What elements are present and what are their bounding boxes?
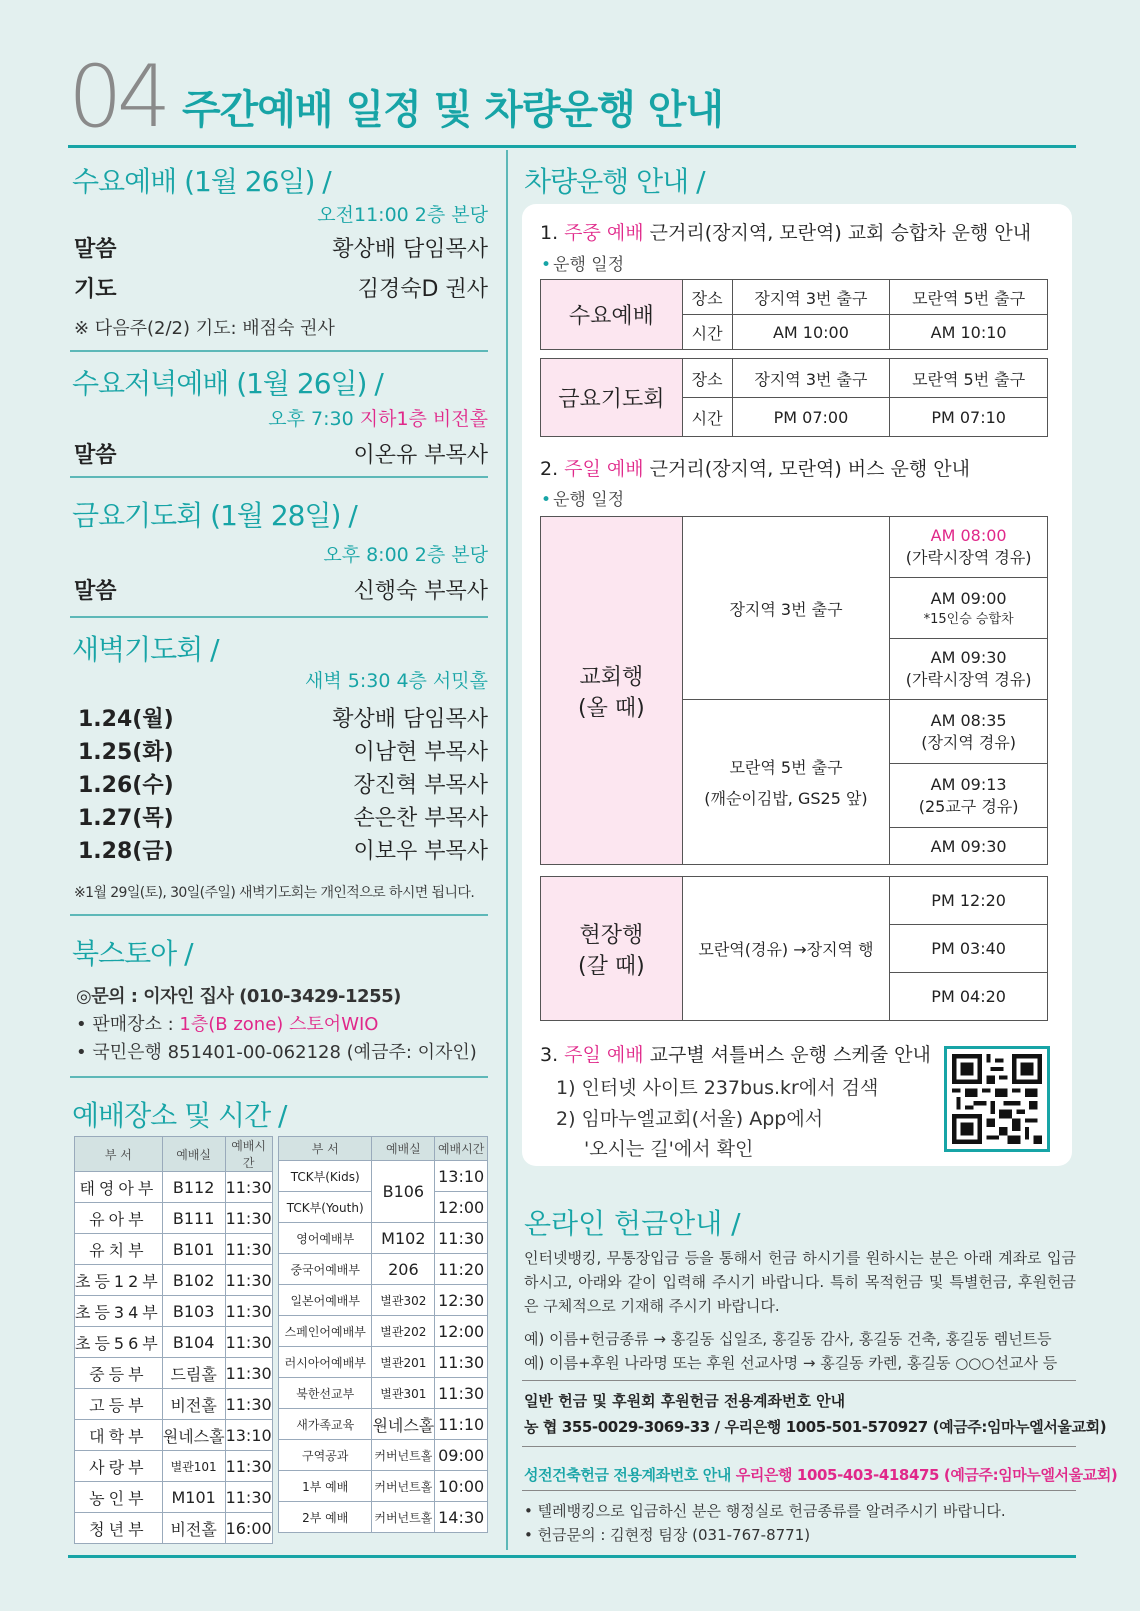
room-cell: B104 <box>162 1327 225 1358</box>
dept-cell: 북한선교부 <box>279 1378 372 1409</box>
worship-row <box>279 1161 488 1192</box>
wed-sermon-label: 말씀 <box>74 237 117 262</box>
room-cell: 커버넌트홀 <box>372 1440 435 1471</box>
dept-cell: 중국어예배부 <box>279 1254 372 1285</box>
room-cell: B101 <box>162 1234 225 1265</box>
time-2: PM 07:10 <box>890 398 1048 437</box>
time-cell: 13:10 <box>225 1420 272 1451</box>
worship-row <box>279 1409 488 1440</box>
col-header: 예배시간 <box>225 1137 272 1172</box>
worship-row <box>75 1358 273 1389</box>
go-time-note: (장지역 경유) <box>921 732 1017 752</box>
col-header: 예배실 <box>372 1137 435 1161</box>
go-time-cell <box>890 764 1048 828</box>
worship-row <box>279 1316 488 1347</box>
back-name <box>541 877 683 1021</box>
time-cell: 11:30 <box>435 1347 488 1378</box>
room-cell: 별관101 <box>162 1451 225 1482</box>
dept-cell: 사랑부 <box>75 1451 163 1482</box>
room-cell: B111 <box>162 1203 225 1234</box>
go-stop-2-name: 모란역 5번 출구 <box>729 758 843 777</box>
time-cell: 11:30 <box>225 1327 272 1358</box>
go-time-note: *15인승 승합차 <box>923 612 1014 627</box>
time-1: PM 07:00 <box>732 398 890 437</box>
room-cell: B112 <box>162 1172 225 1203</box>
dawn-title: 새벽기도회 / <box>72 633 219 666</box>
dept-cell: 유치부 <box>75 1234 163 1265</box>
time-cell: 16:00 <box>225 1513 272 1544</box>
worship-row <box>279 1254 488 1285</box>
dept-cell: 영어예배부 <box>279 1223 372 1254</box>
bottom-rule <box>68 1555 1076 1558</box>
go-time: AM 09:13 <box>930 774 1007 794</box>
time-cell: 11:30 <box>225 1358 272 1389</box>
vehicle-s1-heading <box>540 218 1031 245</box>
go-name <box>541 517 683 865</box>
worship-row <box>75 1513 273 1544</box>
dept-cell: TCK부(Youth) <box>279 1192 372 1223</box>
books-sale-place: 1층(B zone) 스토어WIO <box>179 1014 379 1035</box>
stop-2: 모란역 5번 출구 <box>890 280 1048 315</box>
separator <box>522 1380 1076 1381</box>
time-label: 시간 <box>682 398 732 437</box>
room-cell: 별관201 <box>372 1347 435 1378</box>
s1-rest: 근거리(장지역, 모란역) 교회 승합차 운행 안내 <box>643 222 1032 244</box>
page-title: 주간예배 일정 및 차량운행 안내 <box>182 87 724 133</box>
back-time: PM 04:20 <box>890 973 1048 1021</box>
s3-step: 2) 임마누엘교회(서울) App에서 <box>556 1108 824 1130</box>
online-contact: • 헌금문의 : 김현정 팀장 (031-767-8771) <box>524 1526 811 1544</box>
s3-step: 1) 인터넷 사이트 237bus.kr에서 검색 <box>556 1077 879 1099</box>
time-cell: 11:30 <box>225 1296 272 1327</box>
back-bus-table <box>540 876 1048 1021</box>
separator <box>522 1490 1076 1491</box>
go-name-1: 교회행 <box>579 664 644 690</box>
s1-sub: • 운행 일정 <box>541 250 624 275</box>
section-number: 04 <box>68 47 166 147</box>
worship-row <box>279 1378 488 1409</box>
go-time-cell <box>890 828 1048 865</box>
wed-vehicle-table <box>540 279 1048 350</box>
building-fund-line <box>524 1464 1117 1485</box>
time-cell: 12:30 <box>435 1285 488 1316</box>
col-header: 예배시간 <box>435 1137 488 1161</box>
stop-2: 모란역 5번 출구 <box>890 359 1048 398</box>
dept-cell: 구역공과 <box>279 1440 372 1471</box>
go-time: AM 09:30 <box>930 648 1007 667</box>
dawn-date: 1.25(화) <box>78 740 174 765</box>
dept-cell: 초등56부 <box>75 1327 163 1358</box>
room-cell: 비전홀 <box>162 1513 225 1544</box>
go-time-cell <box>890 517 1048 578</box>
go-time: AM 08:35 <box>930 710 1007 730</box>
room-cell: 별관302 <box>372 1285 435 1316</box>
time-cell: 12:00 <box>435 1316 488 1347</box>
time-cell: 13:10 <box>435 1161 488 1192</box>
wed-eve-label: 말씀 <box>74 443 117 468</box>
books-sale-prefix: • 판매장소 : <box>76 1014 180 1035</box>
room-cell: 드림홀 <box>162 1358 225 1389</box>
online-example: 예) 이름+후원 나라명 또는 후원 선교사명 → 홍길동 카렌, 홍길동 ○○○선교사 등 <box>524 1354 1058 1372</box>
books-sale-line <box>76 1010 378 1036</box>
s3-num: 3. <box>540 1044 565 1066</box>
col-header: 부 서 <box>279 1137 372 1161</box>
dawn-name: 손은찬 부목사 <box>353 806 488 831</box>
room-cell: B102 <box>162 1265 225 1296</box>
vehicle-title: 차량운행 안내 / <box>524 165 705 198</box>
time-cell: 14:30 <box>435 1502 488 1533</box>
dept-cell: 초등34부 <box>75 1296 163 1327</box>
stop-1: 장지역 3번 출구 <box>732 280 890 315</box>
worship-row <box>75 1234 273 1265</box>
time-cell: 11:30 <box>225 1265 272 1296</box>
s1-num: 1. <box>540 222 565 244</box>
books-bank: • 국민은행 851401-00-062128 (예금주: 이자인) <box>76 1042 477 1063</box>
online-note: • 텔레뱅킹으로 입금하신 분은 행정실로 헌금종류를 알려주시기 바랍니다. <box>524 1502 1006 1520</box>
worship-table-right <box>278 1136 488 1533</box>
building-fund-account: 우리은행 1005-403-418475 (예금주:임마누엘서울교회) <box>735 1466 1118 1484</box>
go-time-note: (가락시장역 경유) <box>905 670 1032 689</box>
wed-eve-time: 오후 7:30 <box>268 408 354 430</box>
room-cell: 206 <box>372 1254 435 1285</box>
time-cell: 11:30 <box>435 1378 488 1409</box>
go-time: AM 09:30 <box>930 836 1007 856</box>
worship-row <box>75 1327 273 1358</box>
dawn-date: 1.24(월) <box>78 707 174 732</box>
dept-cell: 중등부 <box>75 1358 163 1389</box>
go-name-2: (올 때) <box>578 695 645 721</box>
fri-title: 금요기도회 (1월 28일) / <box>72 499 357 532</box>
dawn-name: 장진혁 부목사 <box>353 773 488 798</box>
back-name-1: 현장행 <box>579 922 644 948</box>
time-cell: 11:20 <box>435 1254 488 1285</box>
worship-row <box>75 1451 273 1482</box>
go-stop-1: 장지역 3번 출구 <box>682 517 890 700</box>
wed-title: 수요예배 (1월 26일) / <box>72 165 331 198</box>
separator <box>70 914 488 916</box>
dawn-date: 1.27(목) <box>78 806 174 831</box>
s2-highlight: 주일 예배 <box>564 458 644 480</box>
room-cell: 커버넌트홀 <box>372 1502 435 1533</box>
wed-eve-place: 지하1층 비전홀 <box>359 408 488 430</box>
dawn-time: 새벽 5:30 4층 서밋홀 <box>305 670 488 692</box>
worship-row <box>75 1172 273 1203</box>
time-cell: 11:30 <box>225 1451 272 1482</box>
worship-row <box>279 1440 488 1471</box>
online-title: 온라인 헌금안내 / <box>524 1207 741 1240</box>
back-time: PM 03:40 <box>890 925 1048 973</box>
dawn-name: 이보우 부목사 <box>353 839 488 864</box>
dawn-note: ※1월 29일(토), 30일(주일) 새벽기도회는 개인적으로 하시면 됩니다. <box>74 885 475 901</box>
room-cell: B106 <box>372 1161 435 1223</box>
worship-row <box>279 1285 488 1316</box>
worship-row <box>279 1223 488 1254</box>
account-heading: 일반 헌금 및 후원회 후원헌금 전용계좌번호 안내 <box>524 1392 846 1410</box>
worship-row <box>279 1471 488 1502</box>
online-example: 예) 이름+헌금종류 → 홍길동 십일조, 홍길동 감사, 홍길동 건축, 홍길동 렘넌트등 <box>524 1330 1052 1348</box>
go-time-cell <box>890 639 1048 700</box>
room-cell: M102 <box>372 1223 435 1254</box>
dawn-date: 1.26(수) <box>78 773 174 798</box>
account-numbers: 농 협 355-0029-3069-33 / 우리은행 1005-501-570927 (예금주:임마누엘서울교회) <box>524 1418 1107 1436</box>
go-time-note: (25교구 경유) <box>918 796 1019 816</box>
stop-1: 장지역 3번 출구 <box>732 359 890 398</box>
separator <box>70 476 488 478</box>
fri-label: 말씀 <box>74 579 117 604</box>
worship-row <box>75 1420 273 1451</box>
worship-row <box>75 1296 273 1327</box>
dept-cell: 태영아부 <box>75 1172 163 1203</box>
wed-eve-value: 이온유 부목사 <box>353 443 488 468</box>
time-cell: 11:30 <box>225 1203 272 1234</box>
place-label: 장소 <box>682 280 732 315</box>
back-name-2: (갈 때) <box>578 953 645 979</box>
worship-row <box>75 1265 273 1296</box>
worship-row <box>279 1502 488 1533</box>
wed-sermon-value: 황상배 담임목사 <box>332 237 488 262</box>
qr-code[interactable] <box>944 1046 1050 1152</box>
s2-num: 2. <box>540 458 565 480</box>
back-time: PM 12:20 <box>890 877 1048 925</box>
dept-cell: 1부 예배 <box>279 1471 372 1502</box>
time-cell: 11:30 <box>225 1482 272 1513</box>
dept-cell: 일본어예배부 <box>279 1285 372 1316</box>
fri-value: 신행숙 부목사 <box>353 579 488 604</box>
dawn-name: 이남현 부목사 <box>353 740 488 765</box>
dawn-date: 1.28(금) <box>78 839 174 864</box>
col-header: 예배실 <box>162 1137 225 1172</box>
fri-time: 오후 8:00 2층 본당 <box>323 544 488 566</box>
dept-cell: 청년부 <box>75 1513 163 1544</box>
worship-title: 예배장소 및 시간 / <box>72 1099 287 1132</box>
s2-sub: • 운행 일정 <box>541 485 624 510</box>
wed-prayer-value: 김경숙D 권사 <box>357 277 488 302</box>
page-header <box>68 47 1076 148</box>
separator <box>70 350 488 352</box>
room-cell: 원네스홀 <box>372 1409 435 1440</box>
room-cell: 별관202 <box>372 1316 435 1347</box>
online-description: 인터넷뱅킹, 무통장입금 등을 통해서 헌금 하시기를 원하시는 분은 아래 계좌로 입금하시고, 아래와 같이 입력해 주시기 바랍니다. 특히 목적헌금 및 특별헌금, 후원헌금은 구체적으로 기재해 주시기 바랍니다. <box>524 1249 1076 1315</box>
dept-cell: 새가족교육 <box>279 1409 372 1440</box>
worship-row <box>279 1347 488 1378</box>
dept-cell: 초등12부 <box>75 1265 163 1296</box>
wed-note: ※ 다음주(2/2) 기도: 배점숙 권사 <box>74 318 335 339</box>
worship-row <box>75 1389 273 1420</box>
room-cell: M101 <box>162 1482 225 1513</box>
worship-row <box>75 1203 273 1234</box>
time-label: 시간 <box>682 315 732 350</box>
wed-eve-time-line <box>268 404 488 431</box>
worship-table-left <box>74 1136 273 1544</box>
building-fund-label: 성전건축헌금 전용계좌번호 안내 <box>524 1466 736 1484</box>
books-title: 북스토아 / <box>72 937 193 970</box>
go-time-note: (가락시장역 경유) <box>905 548 1032 567</box>
col-header: 부 서 <box>75 1137 163 1172</box>
vehicle-s2-heading <box>540 454 970 481</box>
go-time: AM 09:00 <box>930 589 1007 608</box>
dept-cell: 2부 예배 <box>279 1502 372 1533</box>
dept-cell: 유아부 <box>75 1203 163 1234</box>
room-cell: 비전홀 <box>162 1389 225 1420</box>
place-label: 장소 <box>682 359 732 398</box>
wed-time: 오전11:00 2층 본당 <box>317 204 488 226</box>
dept-cell: 대학부 <box>75 1420 163 1451</box>
room-cell: 커버넌트홀 <box>372 1471 435 1502</box>
s3-highlight: 주일 예배 <box>564 1044 644 1066</box>
go-time-cell <box>890 578 1048 639</box>
go-time-cell <box>890 700 1048 764</box>
column-divider <box>506 150 508 1550</box>
time-2: AM 10:10 <box>890 315 1048 350</box>
s3-rest: 교구별 셔틀버스 운행 스케줄 안내 <box>643 1044 931 1066</box>
go-stop-2-detail: (깨순이김밥, GS25 앞) <box>704 789 868 808</box>
time-cell: 11:30 <box>225 1234 272 1265</box>
go-stop-2 <box>682 700 890 865</box>
room-cell: B103 <box>162 1296 225 1327</box>
worship-row <box>75 1482 273 1513</box>
time-cell: 11:30 <box>225 1389 272 1420</box>
time-cell: 11:30 <box>435 1223 488 1254</box>
s1-highlight: 주중 예배 <box>564 222 644 244</box>
dawn-name: 황상배 담임목사 <box>332 707 488 732</box>
dept-cell: 고등부 <box>75 1389 163 1420</box>
s3-step: '오시는 길'에서 확인 <box>584 1138 754 1160</box>
dept-cell: 러시아어예배부 <box>279 1347 372 1378</box>
s2-rest: 근거리(장지역, 모란역) 버스 운행 안내 <box>643 458 971 480</box>
time-cell: 12:00 <box>435 1192 488 1223</box>
vehicle-s3-heading <box>540 1040 931 1067</box>
dept-cell: TCK부(Kids) <box>279 1161 372 1192</box>
wed-prayer-label: 기도 <box>74 277 117 302</box>
go-bus-table <box>540 516 1048 865</box>
separator <box>522 1446 1076 1447</box>
dept-cell: 스페인어예배부 <box>279 1316 372 1347</box>
dept-cell: 농인부 <box>75 1482 163 1513</box>
fri-vehicle-table <box>540 358 1048 437</box>
time-cell: 10:00 <box>435 1471 488 1502</box>
separator <box>70 616 488 618</box>
time-1: AM 10:00 <box>732 315 890 350</box>
separator <box>70 1076 488 1078</box>
room-cell: 원네스홀 <box>162 1420 225 1451</box>
go-time: AM 08:00 <box>930 526 1007 545</box>
wed-eve-title: 수요저녁예배 (1월 26일) / <box>72 367 383 400</box>
room-cell: 별관301 <box>372 1378 435 1409</box>
time-cell: 11:30 <box>225 1172 272 1203</box>
books-contact: ◎문의 : 이자인 집사 (010-3429-1255) <box>76 986 401 1007</box>
back-route: 모란역(경유) →장지역 행 <box>682 877 890 1021</box>
fri-vehicle-name: 금요기도회 <box>541 359 683 437</box>
time-cell: 09:00 <box>435 1440 488 1471</box>
time-cell: 11:10 <box>435 1409 488 1440</box>
qr-code-icon <box>952 1054 1042 1144</box>
wed-vehicle-name: 수요예배 <box>541 280 683 350</box>
